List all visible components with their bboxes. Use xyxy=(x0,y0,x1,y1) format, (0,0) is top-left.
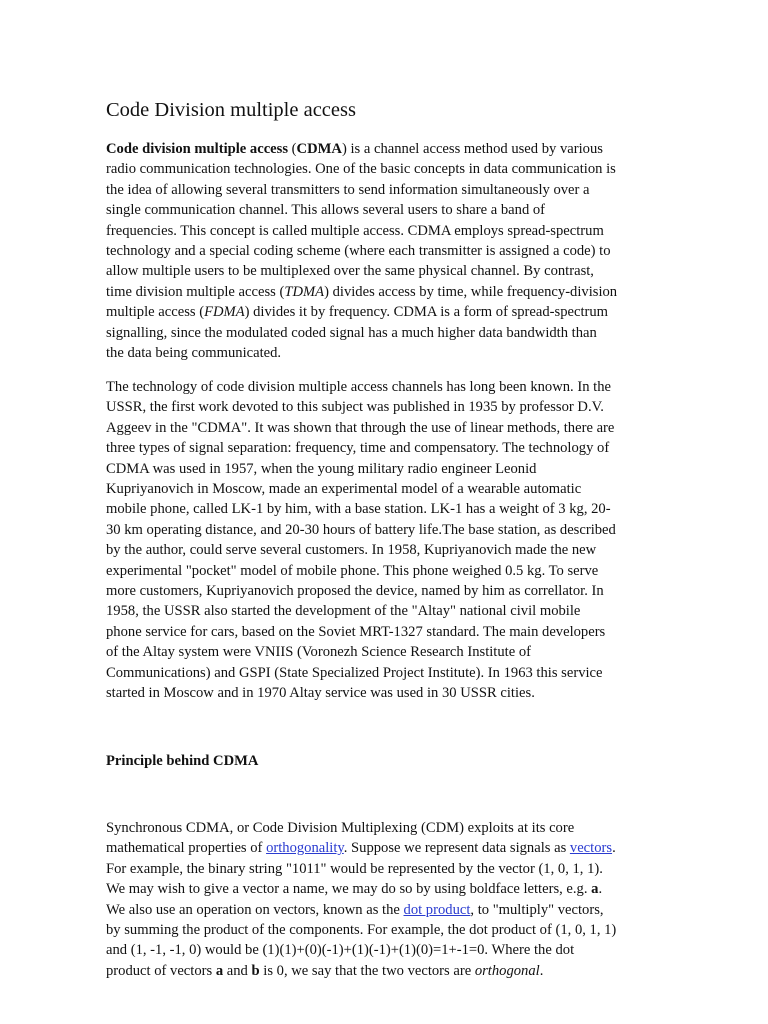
document-title: Code Division multiple access xyxy=(106,99,356,121)
text-run: . xyxy=(539,962,544,979)
text-run: We may wish to give a vector a name, we may do so by using boldface letters, e.g. xyxy=(106,881,592,898)
term-fdma: FDMA xyxy=(204,304,245,321)
text-run: ) divides access by time, while frequency-division xyxy=(324,283,618,300)
text-line: frequencies. This concept is called multiple access. CDMA employs spread-spectrum xyxy=(106,222,604,239)
text-line xyxy=(106,139,651,159)
text-run: and xyxy=(223,962,252,979)
text-run: mathematical properties of xyxy=(106,840,267,857)
text-line xyxy=(106,282,651,302)
term-tdma: TDMA xyxy=(284,283,325,300)
paragraph-cdma-intro xyxy=(106,139,651,363)
text-line: by summing the product of the components. For example, the dot product of (1, 0, 1, 1) xyxy=(106,922,617,939)
text-line: by the author, could serve several customers. In 1958, Kupriyanovich made the new xyxy=(106,542,597,559)
text-line: mobile phone, called LK-1 by him, with a base station. LK-1 has a weight of 3 kg, 20- xyxy=(106,501,611,518)
text-line: technology and a special coding scheme (where each transmitter is assigned a code) to xyxy=(106,243,611,260)
text-line: Synchronous CDMA, or Code Division Multiplexing (CDM) exploits at its core xyxy=(106,820,575,836)
paragraph-cdma-history xyxy=(106,377,651,704)
text-line: started in Moscow and in 1970 Altay service was used in 30 USSR cities. xyxy=(106,685,535,702)
text-line: For example, the binary string "1011" would be represented by the vector (1, 0, 1, 1). xyxy=(106,860,603,877)
text-line: of the Altay system were VNIIS (Voronezh Science Research Institute of xyxy=(106,644,531,661)
vector-a: a xyxy=(215,962,224,979)
text-run: ( xyxy=(288,141,297,157)
text-line: radio communication technologies. One of the basic concepts in data communication is xyxy=(106,161,616,178)
text-line: Kupriyanovich in Moscow, made an experimental model of a wearable automatic xyxy=(106,481,582,498)
term-cdma: CDMA xyxy=(296,141,342,157)
paragraph-cdma-principle xyxy=(106,818,651,981)
text-line: signalling, since the modulated coded signal has a much higher data bandwidth than xyxy=(106,324,597,341)
text-line: CDMA was used in 1957, when the young military radio engineer Leonid xyxy=(106,460,537,477)
term-orthogonal: orthogonal xyxy=(474,962,540,979)
text-line: Aggeev in the "CDMA". It was shown that through the use of linear methods, there are xyxy=(106,419,615,436)
text-line: Communications) and GSPI (State Specialized Project Institute). In 1963 this service xyxy=(106,664,603,681)
text-run: . xyxy=(598,881,603,898)
text-line: single communication channel. This allows several users to share a band of xyxy=(106,202,546,219)
vectors-link[interactable]: vectors xyxy=(569,840,613,857)
text-run: product of vectors xyxy=(106,962,216,979)
orthogonality-link[interactable]: orthogonality xyxy=(266,840,344,857)
section-heading-principle: Principle behind CDMA xyxy=(106,753,259,769)
text-run: We also use an operation on vectors, known as the xyxy=(106,901,404,918)
text-run: . xyxy=(612,840,616,857)
text-line: experimental "pocket" model of mobile phone. This phone weighed 0.5 kg. To serve xyxy=(106,562,599,579)
text-run: ) divides it by frequency. CDMA is a form of spread-spectrum xyxy=(244,304,609,321)
text-line: phone service for cars, based on the Soviet MRT-1327 standard. The main developers xyxy=(106,623,606,640)
text-line: USSR, the first work devoted to this subject was published in 1935 by professor D.V. xyxy=(106,399,604,416)
text-line xyxy=(106,961,651,981)
text-line: the idea of allowing several transmitters to send information simultaneously over a xyxy=(106,181,590,198)
text-line: 1958, the USSR also started the development of the "Altay" national civil mobile xyxy=(106,603,581,620)
text-run: time division multiple access ( xyxy=(106,283,285,300)
text-line xyxy=(106,879,651,899)
text-run: ) is a channel access method used by various xyxy=(341,141,603,157)
text-line: and (1, -1, -1, 0) would be (1)(1)+(0)(-1)+(1)(-1)+(1)(0)=1+-1=0. Where the dot xyxy=(106,942,575,959)
vector-b: b xyxy=(251,962,260,979)
text-line: three types of signal separation: frequency, time and compensatory. The technology of xyxy=(106,440,610,457)
term-cdma-full: Code division multiple access xyxy=(106,141,289,157)
text-run: is 0, we say that the two vectors are xyxy=(259,962,475,979)
text-line: 30 km operating distance, and 20-30 hours of battery life.The base station, as described xyxy=(106,521,616,538)
text-line xyxy=(106,900,651,920)
text-run: multiple access ( xyxy=(106,304,205,321)
text-line: allow multiple users to be multiplexed over the same physical channel. By contrast, xyxy=(106,263,594,280)
text-line xyxy=(106,302,651,322)
vector-a: a xyxy=(591,881,599,898)
text-line xyxy=(106,838,651,858)
text-line: more customers, Kupriyanovich proposed the device, named by him as correllator. In xyxy=(106,583,604,600)
dot-product-link[interactable]: dot product xyxy=(403,901,471,918)
text-run: . Suppose we represent data signals as xyxy=(343,840,570,857)
text-line: the data being communicated. xyxy=(106,345,282,362)
text-run: , to "multiply" vectors, xyxy=(470,901,604,918)
text-line: The technology of code division multiple access channels has long been known. In the xyxy=(106,379,611,395)
